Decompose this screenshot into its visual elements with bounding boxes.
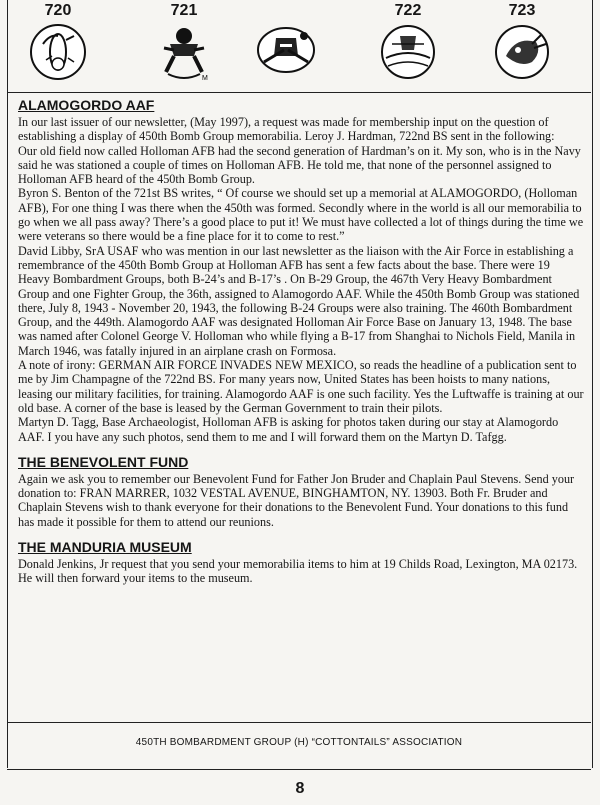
paragraph: Martyn D. Tagg, Base Archaeologist, Holloman AFB is asking for photos taken during our stay at Alamogordo AAF. I you have any such photos, send them to me and I will forward them on the Martyn D. Tafgg. — [18, 415, 559, 444]
squadron-721-emblem-icon — [154, 22, 214, 84]
paragraph: In our last issuer of our newsletter, (May 1997), a request was made for membership input on the question of establishing a display of 450th Bomb Group memorabilia. Leroy J. Hardman, 722nd BS sent in the following: — [18, 115, 555, 144]
squadron-720-emblem-icon — [28, 22, 88, 82]
section-alamogordo — [18, 97, 584, 444]
badge-number: 721 — [170, 2, 198, 19]
paragraph: Our old field now called Holloman AFB had the second generation of Hardman’s on it. My son, who is in the Navy said he was stationed a couple of times on Holloman AFB. He told me, that none of the personnel assigned to Holloman AFB heard of the 450th Bomb Group. — [18, 143, 581, 187]
svg-text:M: M — [202, 75, 208, 82]
section-manduria-museum — [18, 539, 584, 586]
section-heading: THE BENEVOLENT FUND — [18, 453, 189, 470]
section-heading: THE MANDURIA MUSEUM — [18, 539, 192, 556]
footer-box — [7, 722, 591, 770]
paragraph: Donald Jenkins, Jr request that you send your memorabilia items to him at 19 Childs Road, Lexington, MA 02173. He will then forward your items to the museum. — [18, 557, 578, 586]
badge-unnamed — [251, 2, 321, 78]
page-number: 8 — [295, 780, 305, 797]
squadron-badges-row — [7, 0, 591, 93]
badge-number: 723 — [508, 2, 536, 19]
badge-723 — [487, 2, 557, 82]
paragraph: Again we ask you to remember our Benevolent Fund for Father Jon Bruder and Chaplain Paul Stevens. Send your donation to: FRAN MARRER, 1032 VESTAL AVENUE, BINGHAMTON, NY. 13903. Both Fr. Bruder and Chaplain Stevens wish to thank everyone for their donations to the Benevolent Fund. Your donations to this fund has made it possible for them to attend our reunions. — [18, 471, 575, 529]
badge-number: 722 — [394, 2, 422, 19]
knight-emblem-icon — [254, 22, 318, 78]
footer-association-name: 450TH BOMBARDMENT GROUP (H) “COTTONTAILS” ASSOCIATION — [135, 737, 463, 748]
badge-720 — [23, 2, 93, 82]
badge-722 — [373, 2, 443, 82]
paragraph: Byron S. Benton of the 721st BS writes, “ Of course we should set up a memorial at ALAMOGORDO, (Holloman AFB), For one thing I was there when the 450th was formed. Secondly where in the world is all our memorabilia to go when we all pass away? There’s a good place to put it! We must have collected a lot of things during the time we were veterans so there would be a fine place for it to come to rest.” — [18, 186, 584, 244]
badge-721 — [149, 2, 219, 84]
newsletter-content — [18, 97, 584, 596]
squadron-723-emblem-icon — [492, 22, 552, 82]
squadron-722-emblem-icon — [378, 22, 438, 82]
section-benevolent-fund — [18, 454, 584, 529]
paragraph: David Libby, SrA USAF who was mention in our last newsletter as the liaison with the Air Force in establishing a remembrance of the 450th Bomb Group at Holloman AFB has sent a few facts about the base. There were 19 Heavy Bombardment Groups, both B-24’s and B-17’s . On B-29 Group, the 467th Very Heavy Bombardment Group and one Fighter Group, the 36th, assigned to Alamogordo AAF. While the 450th Bomb Group was stationed there, July 8, 1943 - November 20, 1943, the following B-24 Groups were also training. The 460th Bombardment Group, and the 449th. Alamogordo AAF was designated Holloman Air Force Base on January 13, 1948. The base was named after Colonel George V. Holloman who while flying a B-17 from Shanghai to Nichols Field, Manila in March 1946, was fatally injured in an airplane crash on Formosa. — [18, 243, 580, 358]
paragraph: A note of irony: GERMAN AIR FORCE INVADES NEW MEXICO, so reads the headline of a publication sent to me by Jim Champagne of the 722nd BS. For many years now, United States has been hoists to many nations, leasing our military facilities, for training. Alamogordo AAF is one such facility. Yes the Luftwaffe is training at our old base. A corner of the base is leased by the German Government to train their pilots. — [18, 358, 584, 415]
badge-number: 720 — [44, 2, 72, 19]
section-heading: ALAMOGORDO AAF — [18, 97, 155, 113]
